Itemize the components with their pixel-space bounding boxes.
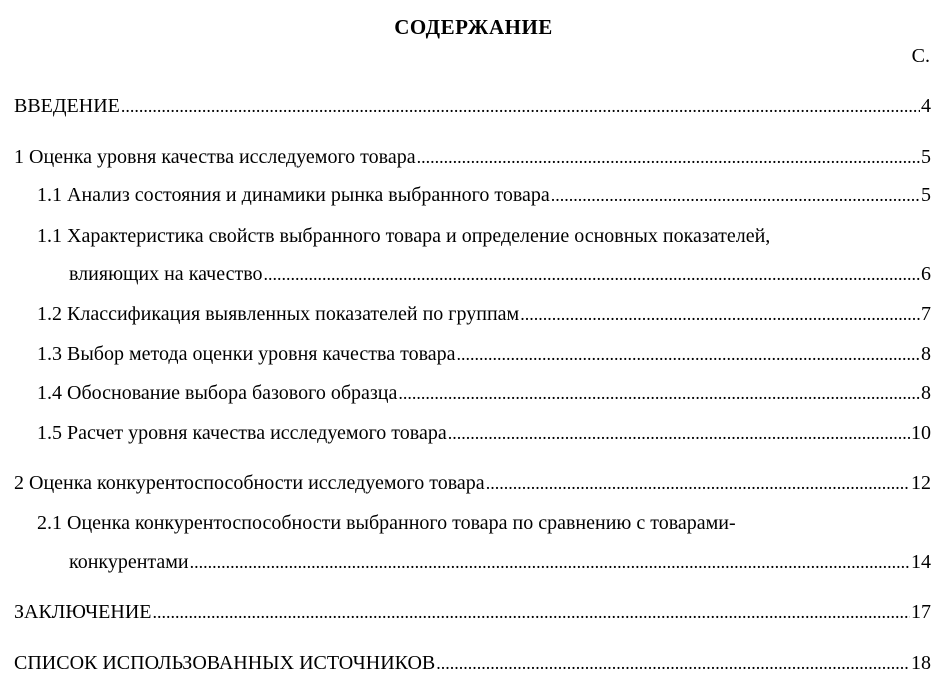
toc-entry-text: [37, 342, 456, 366]
toc-entry-section-1-2: [37, 302, 931, 326]
toc-entry-section-1-1: [37, 183, 931, 207]
toc-entry-text: [37, 183, 550, 207]
document-title: СОДЕРЖАНИЕ: [394, 15, 553, 39]
toc-entry-number: 1.2: [37, 303, 62, 325]
toc-entry-continuation: конкурентами: [69, 551, 189, 573]
dot-leader: [551, 183, 920, 207]
toc-entry-page: 17: [911, 601, 931, 623]
dot-leader: [264, 262, 920, 286]
page-column-label: С.: [911, 45, 930, 67]
toc-entry-title: Классификация выявленных показателей по группам: [67, 303, 520, 325]
toc-entry-number: 1.5: [37, 422, 62, 444]
toc-entry-title: Характеристика свойств выбранного товара и определение основных показателей,: [67, 225, 771, 247]
toc-entry-page: 7: [921, 303, 931, 325]
dot-leader: [436, 651, 910, 675]
toc-entry-section-2-1-line2: [69, 550, 931, 574]
dot-leader: [398, 381, 920, 405]
dot-leader: [448, 421, 910, 445]
toc-entry-page: 8: [921, 343, 931, 365]
toc-entry-number: 1.1: [37, 184, 62, 206]
toc-entry-page: 8: [921, 382, 931, 404]
toc-entry-number: 1.1: [37, 225, 62, 247]
toc-entry-text: 2 Оценка конкурентоспособности исследуемого товара: [14, 472, 485, 494]
toc-entry-title: Расчет уровня качества исследуемого товара: [67, 422, 447, 444]
toc-entry-section-1-1b-line2: [69, 262, 931, 286]
toc-entry-conclusion: [14, 600, 931, 624]
toc-entry-continuation: влияющих на качество: [69, 263, 263, 285]
dot-leader: [152, 600, 910, 624]
toc-entry-text: ВВЕДЕНИЕ: [14, 95, 120, 117]
toc-entry-number: 1.4: [37, 382, 62, 404]
toc-entry-text: СПИСОК ИСПОЛЬЗОВАННЫХ ИСТОЧНИКОВ: [14, 652, 436, 674]
toc-entry-page: 18: [911, 652, 931, 674]
toc-entry-page: 6: [921, 263, 931, 285]
toc-entry-text: [37, 421, 447, 445]
toc-entry-introduction: [14, 94, 931, 118]
dot-leader: [417, 145, 920, 169]
toc-entry-page: 4: [921, 95, 931, 117]
toc-entry-section-1-4: [37, 381, 931, 405]
toc-entry-section-2: [14, 471, 931, 495]
dot-leader: [190, 550, 910, 574]
dot-leader: [457, 342, 921, 366]
toc-entry-text: ЗАКЛЮЧЕНИЕ: [14, 601, 152, 623]
toc-entry-number: 2.1: [37, 512, 62, 534]
toc-entry-title: Оценка конкурентоспособности выбранного товара по сравнению с товарами-: [67, 512, 736, 534]
dot-leader: [486, 471, 910, 495]
toc-entry-section-1: [14, 145, 931, 169]
toc-entry-text: [37, 302, 519, 326]
toc-entry-page: 5: [921, 146, 931, 168]
toc-entry-text: [37, 381, 397, 405]
toc-entry-page: 12: [911, 472, 931, 494]
toc-entry-section-1-3: [37, 342, 931, 366]
toc-entry-text: 1 Оценка уровня качества исследуемого товара: [14, 146, 416, 168]
toc-entry-section-1-1b-line1: [37, 224, 770, 248]
toc-entry-page: 5: [921, 184, 931, 206]
toc-entry-page: 14: [911, 551, 931, 573]
dot-leader: [520, 302, 920, 326]
toc-entry-page: 10: [911, 422, 931, 444]
toc-entry-references: [14, 651, 931, 675]
toc-entry-title: Анализ состояния и динамики рынка выбранного товара: [67, 184, 550, 206]
toc-entry-section-1-5: [37, 421, 931, 445]
toc-entry-title: Выбор метода оценки уровня качества товара: [67, 343, 456, 365]
toc-entry-section-2-1-line1: [37, 511, 736, 535]
toc-entry-number: 1.3: [37, 343, 62, 365]
dot-leader: [121, 94, 920, 118]
toc-entry-title: Обоснование выбора базового образца: [67, 382, 398, 404]
